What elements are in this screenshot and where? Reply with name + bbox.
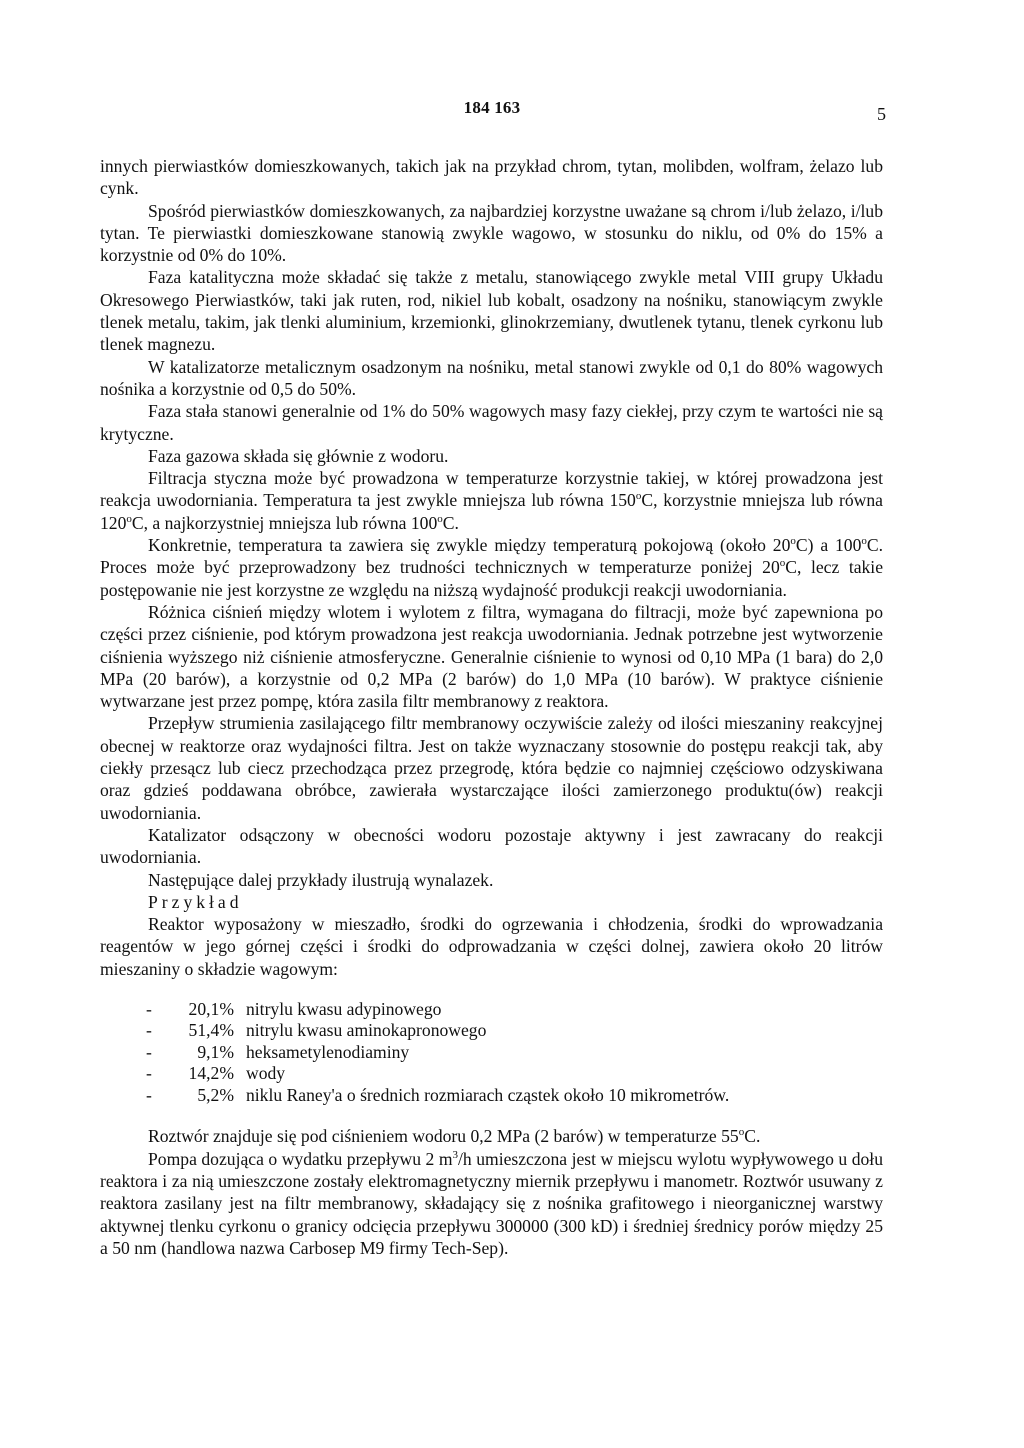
paragraph-solid-phase: Faza stała stanowi generalnie od 1% do 50% wagowych masy fazy ciekłej, przy czym te wartości nie są krytyczne. (100, 401, 883, 444)
list-item (100, 1020, 883, 1042)
list-dash: - (146, 1084, 152, 1105)
list-component: niklu Raney'a o średnich rozmiarach cząstek około 10 mikrometrów. (246, 1084, 730, 1105)
list-item (100, 1063, 883, 1085)
list-percentage: 5,2% (197, 1084, 234, 1105)
list-dash: - (146, 998, 152, 1019)
paragraph-solution-conditions (100, 1125, 883, 1147)
paragraph-reactor: Reaktor wyposażony w mieszadło, środki do ogrzewania i chłodzenia, środki do wprowadzania reagentów w jego górnej części i środki do odprowadzania w części dolnej, zawiera około 20 litrów mieszaniny o składzie wagowym: (100, 914, 883, 979)
paragraph-dopants: Spośród pierwiastków domieszkowanych, za najbardziej korzystne uważane są chrom i/lub żelazo, i/lub tytan. Te pierwiastki domieszkowane stanowią zwykle wagowo, w stosunku do niklu, od 0% do 15% a korzystnie od 0% do 10%. (100, 200, 883, 266)
paragraph-gas-phase: Faza gazowa składa się głównie z wodoru. (148, 445, 449, 466)
paragraph-catalyst-recycle: Katalizator odsączony w obecności wodoru pozostaje aktywny i jest zawracany do reakcji uwodorniania. (100, 824, 883, 868)
list-component: heksametylenodiaminy (246, 1041, 410, 1062)
paragraph-catalytic-phase: Faza katalityczna może składać się także z metalu, stanowiącego zwykle metal VIII grupy Układu Okresowego Pierwiastków, taki jak ruten, rod, nikiel lub kobalt, osadzony na nośniku, stanowiącym zwykle tlenek metalu, takim, jak tlenki aluminium, krzemionki, glinokrzemiany, dwutlenek tytanu, tlenek cyrkonu lub tlenek magnezu. (100, 267, 883, 355)
paragraph-continuation: innych pierwiastków domieszkowanych, takich jak na przykład chrom, tytan, molibden, wolfram, żelazo lub cynk. (100, 156, 883, 199)
text-segment: Roztwór znajduje się pod ciśnieniem wodoru 0,2 MPa (2 barów) w temperaturze 55 (148, 1126, 739, 1147)
document-body (100, 155, 883, 1259)
list-component: wody (246, 1063, 286, 1084)
paragraph-examples-intro: Następujące dalej przykłady ilustrują wynalazek. (148, 869, 494, 890)
text-segment: C. (442, 512, 459, 533)
list-percentage: 20,1% (188, 998, 234, 1019)
degree-sign: o (738, 1126, 745, 1139)
text-segment: Pompa dozująca o wydatku przepływu 2 m (148, 1148, 453, 1169)
composition-list (100, 999, 883, 1107)
list-item (100, 1085, 883, 1107)
list-item (100, 999, 883, 1021)
text-segment: /h umieszczona jest w miejscu wylotu wypływowego u dołu reaktora i za nią umieszczone zostały elektromagnetyczny miernik przepływu i manometr. Roztwór usuwany z reaktora zasilany jest na filtr membranowy, składający się z nośnika grafitowego i nieorganicznej warstwy aktywnej tlenku cyrkonu o granicy odcięcia przepływu 300000 (300 kD) i średniej średnicy porów między 25 a 50 nm (handlowa nazwa Carbosep M9 firmy Tech-Sep). (100, 1148, 883, 1258)
text-segment: C. Proces może być przeprowadzony bez trudności technicznych w temperaturze poniżej 20 (100, 535, 884, 578)
paragraph-supported-catalyst: W katalizatorze metalicznym osadzonym na nośniku, metal stanowi zwykle od 0,1 do 80% wagowych nośnika a korzystnie od 0,5 do 50%. (100, 356, 883, 399)
text-segment: C, lecz takie postępowanie nie jest korzystne ze względu na niższą wydajność produkcji reakcji uwodorniania. (100, 557, 884, 600)
list-percentage: 14,2% (188, 1063, 234, 1084)
degree-sign: o (790, 535, 796, 548)
text-segment: Filtracja styczna może być prowadzona w temperaturze korzystnie takiej, w której prowadzona jest reakcja uwodorniania. Temperatura ta jest zwykle mniejsza lub równa 150 (100, 468, 883, 511)
paragraph-filtration-temperature (100, 467, 883, 534)
spacer (100, 1106, 883, 1125)
example-heading: Przykład (148, 891, 243, 912)
list-component: nitrylu kwasu aminokapronowego (246, 1020, 487, 1041)
degree-sign: o (779, 557, 786, 570)
list-item (100, 1042, 883, 1064)
paragraph-pressure-difference: Różnica ciśnień między wlotem i wylotem z filtra, wymagana do filtracji, może być zapewniona po części przez ciśnienie, pod którym prowadzona jest reakcja uwodorniania. Jednak potrzebne jest wytworzenie ciśnienia wyższego niż ciśnienie atmosferyczne. Generalnie ciśnienie to wynosi od 0,10 MPa (1 bara) do 2,0 MPa (20 barów), a korzystnie od 0,2 MPa (2 barów) do 1,0 MPa (10 barów). W praktyce ciśnienie wytwarzane jest przez pompę, która zasila filtr membranowy z reaktora. (100, 601, 883, 712)
text-segment: Konkretnie, temperatura ta zawiera się zwykle między temperaturą pokojową (około 20 (148, 535, 791, 556)
paragraph-temperature-range (100, 534, 883, 601)
list-dash: - (146, 1041, 152, 1062)
list-percentage: 51,4% (188, 1020, 234, 1041)
text-segment: C) a 100 (795, 535, 862, 556)
text-segment: C, a najkorzystniej mniejsza lub równa 100 (131, 512, 438, 533)
document-number: 184 163 (463, 98, 521, 117)
spacer (100, 980, 883, 999)
text-segment: C, korzystnie mniejsza lub równa 120 (100, 490, 883, 533)
page-header (100, 98, 884, 126)
degree-sign: o (126, 512, 132, 525)
list-dash: - (146, 1063, 152, 1084)
superscript-exponent: 3 (452, 1148, 459, 1161)
list-component: nitrylu kwasu adypinowego (246, 998, 442, 1019)
paragraph-pump-filter (100, 1148, 883, 1259)
page-number: 5 (877, 104, 886, 124)
degree-sign: o (437, 512, 443, 525)
degree-sign: o (635, 490, 642, 503)
list-percentage: 9,1% (197, 1041, 234, 1062)
degree-sign: o (861, 535, 867, 548)
paragraph-feed-flow: Przepływ strumienia zasilającego filtr membranowy oczywiście zależy od ilości mieszaniny reakcyjnej obecnej w reaktorze oraz wydajności filtra. Jest on także wyznaczany stosownie do postępu reakcji tak, aby ciekły przesącz lub ciecz przechodząca przez przegrodę, która będzie co najmniej częściowo odzyskiwana oraz gdzieś poddawana obróbce, zawierała wystarczające ilości zamierzonego produktu(ów) reakcji uwodorniania. (100, 713, 883, 823)
text-segment: C. (744, 1126, 761, 1147)
list-dash: - (146, 1020, 152, 1041)
